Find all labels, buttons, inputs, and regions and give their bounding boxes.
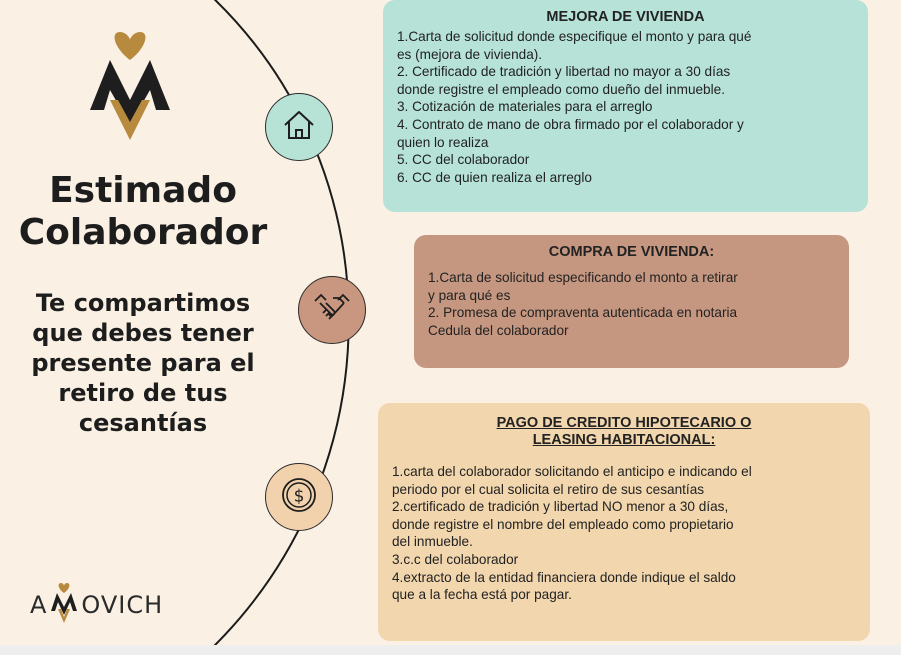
requirement-line: periodo por el cual solicita el retiro de sus cesantías	[392, 481, 705, 497]
subtitle	[8, 288, 278, 438]
left-panel	[0, 0, 290, 645]
card-mejora-vivienda	[383, 0, 868, 212]
requirement-line: quien lo realiza	[397, 134, 489, 150]
requirement-line: que a la fecha está por pagar.	[392, 587, 572, 603]
handshake-circle	[298, 276, 366, 344]
svg-text:$: $	[293, 486, 305, 506]
card-title-line: PAGO DE CREDITO HIPOTECARIO O	[496, 415, 752, 431]
requirement-line: 6. CC de quien realiza el arreglo	[397, 169, 592, 185]
subtitle-line: retiro de tus	[58, 379, 228, 407]
requirement-line: Cedula del colaborador	[428, 322, 569, 338]
money-circle	[265, 463, 333, 531]
bottom-strip	[0, 645, 901, 655]
requirement-line: 3. Cotización de materiales para el arreglo	[397, 99, 653, 115]
requirement-line: 4.extracto de la entidad financiera donde indique el saldo	[392, 569, 736, 585]
card-body	[397, 28, 854, 186]
requirement-line: y para qué es	[428, 287, 511, 303]
handshake-icon	[311, 287, 353, 334]
house-circle	[265, 93, 333, 161]
subtitle-line: cesantías	[78, 409, 208, 437]
card-title: COMPRA DE VIVIENDA:	[548, 244, 715, 260]
brand-m-logo	[49, 583, 79, 628]
requirement-line: 5. CC del colaborador	[397, 152, 530, 168]
requirement-line: 1.carta del colaborador solicitando el anticipo e indicando el	[392, 464, 752, 479]
card-compra-vivienda	[414, 235, 849, 368]
subtitle-line: presente para el	[31, 349, 255, 377]
requirement-line: donde registre el nombre del empleado como propietario	[392, 516, 734, 532]
brand-letters: OVICH	[81, 591, 164, 619]
brand-wordmark	[30, 585, 163, 625]
requirement-line: 1.Carta de solicitud especificando el monto a retirar	[428, 270, 738, 285]
title-line-2: Colaborador	[18, 212, 268, 253]
requirement-line: donde registre el empleado como dueño del inmueble.	[397, 81, 725, 97]
requirement-line: 4. Contrato de mano de obra firmado por el colaborador y	[397, 116, 744, 132]
requirement-line: 1.Carta de solicitud donde especifique el monto y para qué	[397, 29, 752, 44]
card-title: MEJORA DE VIVIENDA	[546, 9, 705, 25]
requirement-line: 3.c.c del colaborador	[392, 551, 519, 567]
title-line-1: Estimado	[49, 170, 237, 211]
card-title-line: LEASING HABITACIONAL:	[532, 432, 716, 448]
requirement-line: del inmueble.	[392, 534, 473, 550]
card-body	[428, 269, 835, 339]
card-pago-credito	[378, 403, 870, 641]
requirement-line: 2. Promesa de compraventa autenticada en notaria	[428, 305, 738, 321]
dollar-coin-icon	[279, 475, 319, 520]
subtitle-line: Te compartimos	[35, 289, 251, 317]
requirement-line: 2.certificado de tradición y libertad NO menor a 30 días,	[392, 499, 729, 515]
brand-letter-a: A	[30, 591, 48, 619]
subtitle-line: que debes tener	[32, 319, 254, 347]
requirement-line: es (mejora de vivienda).	[397, 46, 543, 62]
company-logo	[80, 30, 180, 147]
card-title	[392, 415, 856, 449]
main-title	[8, 170, 278, 254]
requirement-line: 2. Certificado de tradición y libertad no mayor a 30 días	[397, 64, 731, 80]
house-icon	[279, 105, 319, 150]
card-body	[392, 463, 856, 604]
